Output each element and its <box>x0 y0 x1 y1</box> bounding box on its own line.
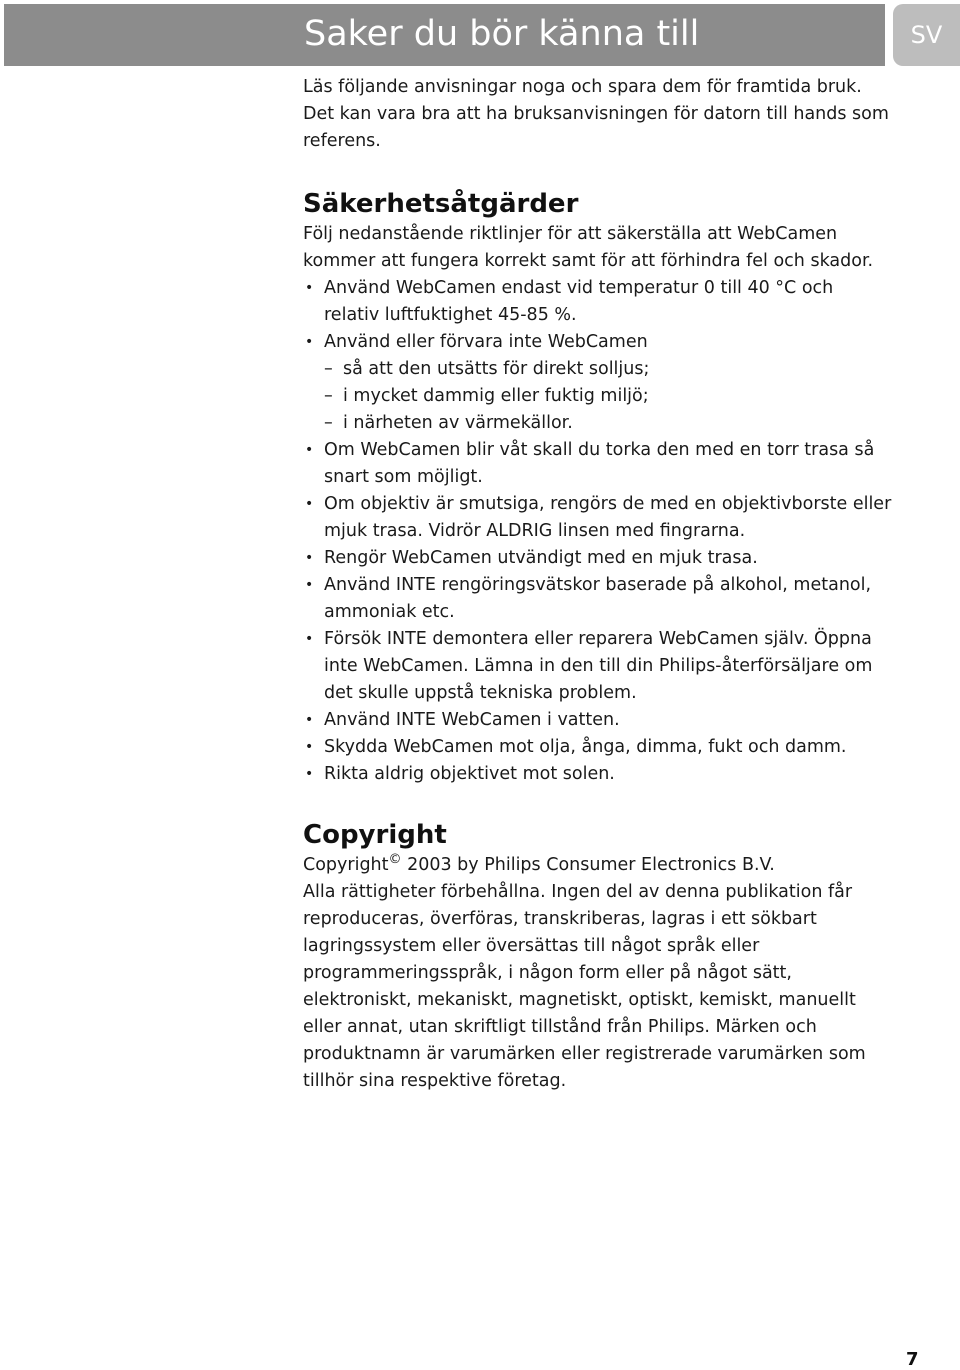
intro-section <box>303 74 893 155</box>
list-item <box>303 275 893 329</box>
list-item <box>303 761 893 788</box>
safety-section <box>303 187 893 788</box>
copyright-line-prefix: Copyright <box>303 855 389 875</box>
copyright-heading: Copyright <box>303 820 447 850</box>
list-item <box>303 437 893 491</box>
safety-lead: Följ nedanstående riktlinjer för att säkerställa att WebCamen kommer att fungera korrekt samt för att förhindra fel och skador. <box>303 224 874 271</box>
list-item-text: Rengör WebCamen utvändigt med en mjuk trasa. <box>324 548 758 568</box>
list-item <box>303 491 893 545</box>
list-item <box>303 734 893 761</box>
list-item <box>303 545 893 572</box>
copyright-line <box>303 852 893 879</box>
copyright-line-rest: 2003 by Philips Consumer Electronics B.V. <box>401 855 775 875</box>
header-bar <box>4 4 885 66</box>
copyright-symbol: © <box>388 852 402 868</box>
sub-list-item: – så att den utsätts för direkt solljus; <box>324 356 893 383</box>
list-item <box>303 329 893 437</box>
list-item <box>303 707 893 734</box>
language-tab <box>893 4 960 66</box>
copyright-section <box>303 818 893 1095</box>
list-item <box>303 626 893 707</box>
safety-heading: Säkerhetsåtgärder <box>303 189 579 219</box>
copyright-body: Alla rättigheter förbehållna. Ingen del av denna publikation får reproduceras, överföras, transkriberas, lagras i ett sökbart lagringssystem eller översättas till något språk eller programmeringsspråk, i någon form eller på något sätt, elektroniskt, mekaniskt, magnetiskt, optiskt, kemiskt, manuellt eller annat, utan skriftligt tillstånd från Philips. Märken och produktnamn är varumärken eller registrerade varumärken som tillhör sina respektive företag. <box>303 882 866 1091</box>
storage-sublist <box>324 356 893 437</box>
safety-list <box>303 275 893 788</box>
list-item-text: Använd INTE rengöringsvätskor baserade på alkohol, metanol, ammoniak etc. <box>324 575 872 622</box>
list-item-text: Använd INTE WebCamen i vatten. <box>324 710 620 730</box>
list-item-text: Rikta aldrig objektivet mot solen. <box>324 764 615 784</box>
list-item-text: Använd eller förvara inte WebCamen <box>324 332 648 352</box>
language-tab-label: SV <box>910 21 943 49</box>
list-item <box>303 572 893 626</box>
list-item-text: Försök INTE demontera eller reparera WebCamen själv. Öppna inte WebCamen. Lämna in den till din Philips-återförsäljare om det skulle uppstå tekniska problem. <box>324 629 873 703</box>
list-item-text: Om objektiv är smutsiga, rengörs de med en objektivborste eller mjuk trasa. Vidrör ALDRIG linsen med fingrarna. <box>324 494 892 541</box>
sub-list-item: – i mycket dammig eller fuktig miljö; <box>324 383 893 410</box>
intro-paragraph: Läs följande anvisningar noga och spara dem för framtida bruk. Det kan vara bra att ha bruksanvisningen för datorn till hands som referens. <box>303 77 889 151</box>
page-title: Saker du bör känna till <box>304 14 700 54</box>
list-item-text: Använd WebCamen endast vid temperatur 0 till 40 °C och relativ luftfuktighet 45-85 %. <box>324 278 834 325</box>
page-number: 7 <box>906 1349 919 1370</box>
list-item-text: Om WebCamen blir våt skall du torka den med en torr trasa så snart som möjligt. <box>324 440 875 487</box>
page-content <box>303 74 893 1095</box>
list-item-text: Skydda WebCamen mot olja, ånga, dimma, fukt och damm. <box>324 737 847 757</box>
sub-list-item: – i närheten av värmekällor. <box>324 410 893 437</box>
